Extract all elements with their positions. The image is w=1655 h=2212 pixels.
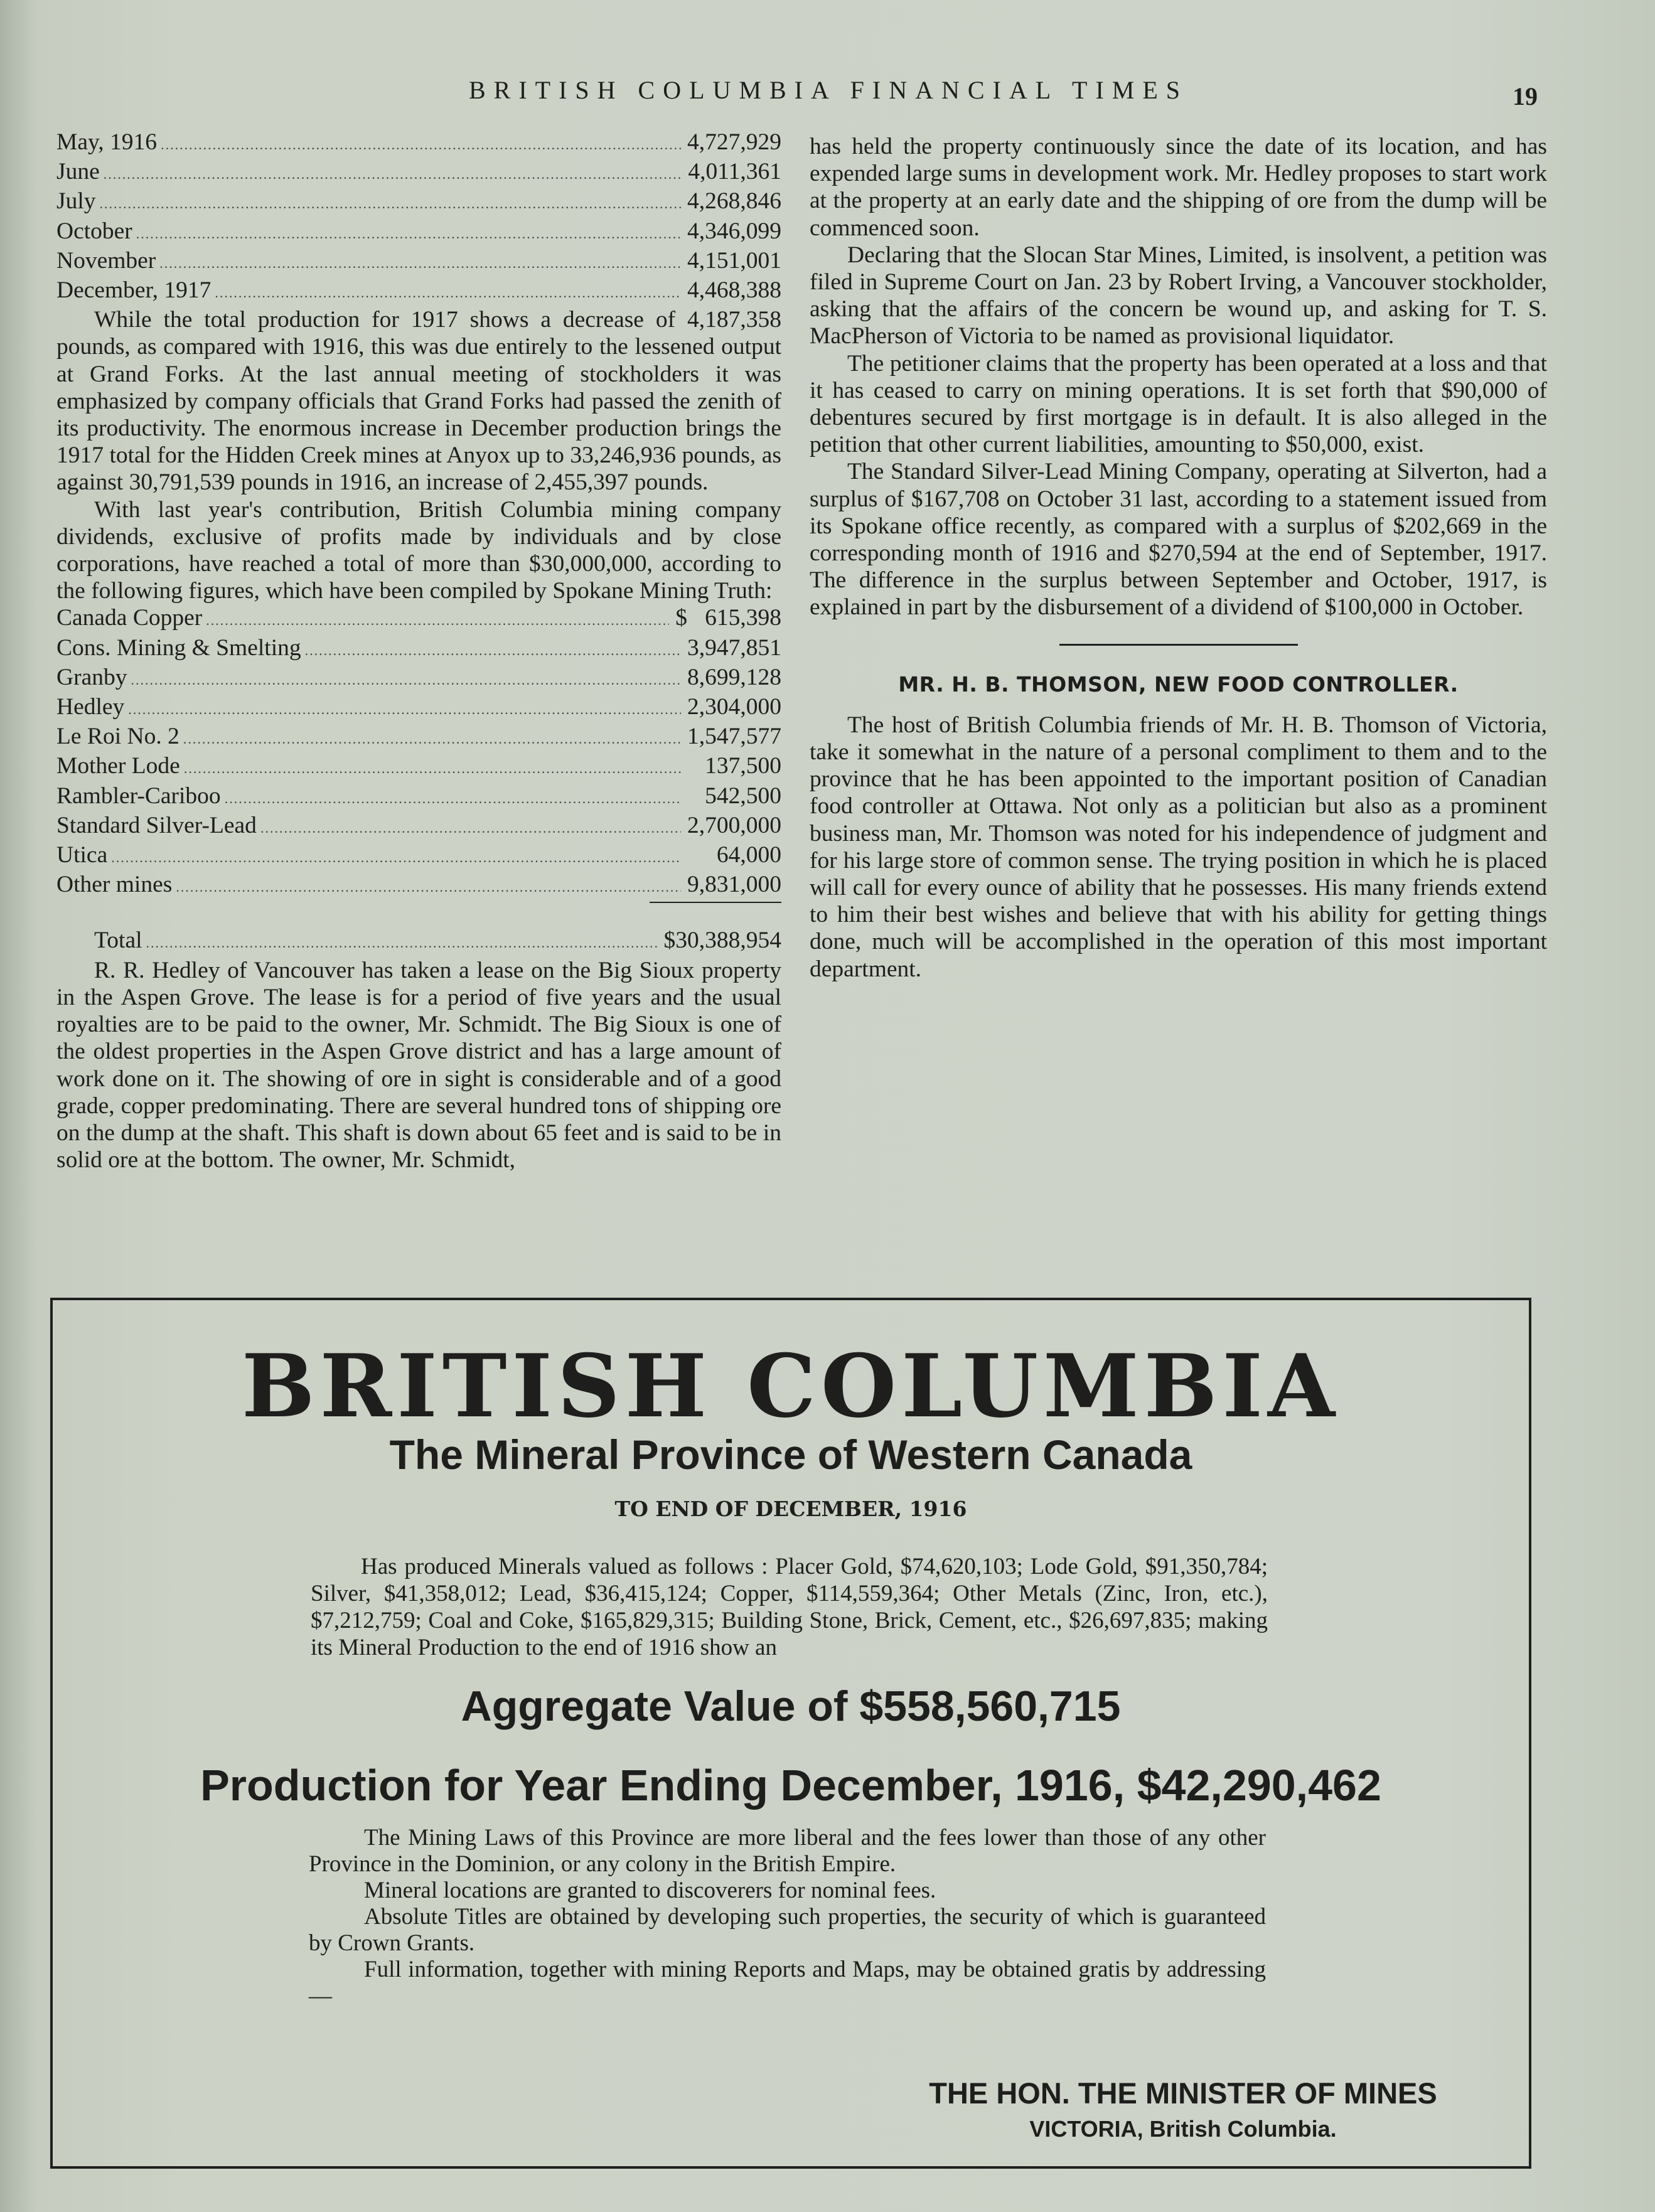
ad-info-paragraph: Full information, together with mining Reports and Maps, may be obtained gratis by addressing— bbox=[309, 1957, 1266, 2009]
dividend-value: 542,500 bbox=[705, 783, 781, 809]
ad-subheading: The Mineral Province of Western Canada bbox=[389, 1431, 1192, 1478]
leader-dots bbox=[206, 607, 669, 634]
month-label: October bbox=[56, 218, 132, 244]
company-label: Utica bbox=[56, 842, 108, 868]
leader-dots bbox=[183, 725, 681, 752]
company-label: Granby bbox=[56, 664, 127, 690]
company-label: Canada Copper bbox=[56, 605, 203, 631]
ad-signature-address: VICTORIA, British Columbia. bbox=[1029, 2116, 1337, 2142]
page-number: 19 bbox=[1513, 82, 1538, 110]
dividend-value: 9,831,000 bbox=[687, 872, 781, 898]
paragraph-production: While the total production for 1917 shows a decrease of 4,187,358 pounds, as compared with 1916, this was due entirely to the lessened output at Grand Forks. At the last annual meeting of stockholders it was emphasized by company officials that Grand Forks had passed the zenith of its productivity. The enormous increase in December production brings the 1917 total for the Hidden Creek mines at Anyox up to 33,246,936 pounds, as against 30,791,539 pounds in 1916, an increase of 2,455,397 pounds. bbox=[56, 307, 781, 496]
ad-heading: BRITISH COLUMBIA bbox=[241, 1335, 1341, 1437]
leader-dots bbox=[146, 929, 658, 956]
paragraph-dividends: With last year's contribution, British Columbia mining company dividends, exclusive of profits made by individuals and by close corporations, have reached a total of more than $30,000,000, according to the following figures, which have been compiled by Spokane Mining Truth: bbox=[56, 496, 781, 604]
leader-dots bbox=[104, 161, 681, 188]
leader-dots bbox=[159, 250, 681, 277]
paragraph-slocan: Declaring that the Slocan Star Mines, Limited, is insolvent, a petition was filed in Supreme Court on Jan. 23 by Robert Irving, a Vancouver stockholder, asking that the affairs of the concern be wound up, and asking for T. S. MacPherson of Victoria to be named as provisional liquidator. bbox=[810, 242, 1547, 350]
company-label: Rambler-Cariboo bbox=[56, 783, 221, 809]
leader-dots bbox=[136, 220, 681, 247]
monthly-output-row bbox=[56, 277, 781, 306]
dividend-value: 137,500 bbox=[705, 753, 781, 779]
dividend-row bbox=[56, 604, 781, 634]
right-column bbox=[810, 133, 1547, 983]
paragraph-continued: has held the property continuously since the date of its location, and has expended large sums in development work. Mr. Hedley proposes to start work at the property at an early date and the shipping of ore from the dump will be commenced soon. bbox=[810, 134, 1547, 241]
leader-dots bbox=[305, 637, 681, 664]
dividend-row bbox=[56, 693, 781, 723]
monthly-output-row bbox=[56, 188, 781, 217]
leader-dots bbox=[100, 190, 681, 217]
leader-dots bbox=[215, 279, 681, 306]
paragraph-petitioner: The petitioner claims that the property has been operated at a loss and that it has ceased to carry on mining operations. It is set forth that $90,000 of debentures secured by first mortgage is in default. It is also alleged in the petition that other current liabilities, amounting to $50,000, exist. bbox=[810, 350, 1547, 458]
dividend-total-row bbox=[56, 927, 781, 956]
dividend-row bbox=[56, 752, 781, 782]
leader-dots bbox=[260, 815, 681, 842]
ad-production-line: Production for Year Ending December, 1916, $42,290,462 bbox=[200, 1761, 1381, 1810]
leader-dots bbox=[225, 785, 681, 812]
monthly-output-list bbox=[56, 129, 781, 306]
monthly-output-row bbox=[56, 247, 781, 277]
leader-dots bbox=[184, 755, 681, 782]
month-value: 4,346,099 bbox=[687, 218, 781, 244]
ad-signature-title: THE HON. THE MINISTER OF MINES bbox=[929, 2076, 1437, 2110]
company-label: Standard Silver-Lead bbox=[56, 812, 257, 838]
dividend-value: 64,000 bbox=[716, 842, 781, 868]
leader-dots bbox=[161, 131, 681, 158]
running-head: BRITISH COLUMBIA FINANCIAL TIMES bbox=[468, 76, 1189, 104]
ad-body bbox=[309, 1825, 1266, 2009]
monthly-output-row bbox=[56, 158, 781, 188]
ad-locations-paragraph: Mineral locations are granted to discoverers for nominal fees. bbox=[364, 1878, 936, 1903]
section-title: MR. H. B. THOMSON, NEW FOOD CONTROLLER. bbox=[898, 671, 1459, 697]
total-value: $30,388,954 bbox=[663, 927, 781, 954]
leader-dots bbox=[128, 696, 681, 723]
month-value: 4,468,388 bbox=[687, 277, 781, 304]
dividends-list bbox=[56, 604, 781, 956]
month-value: 4,011,361 bbox=[688, 159, 781, 185]
company-label: Cons. Mining & Smelting bbox=[56, 634, 301, 661]
dividend-row bbox=[56, 812, 781, 842]
ad-date-line: TO END OF DECEMBER, 1916 bbox=[614, 1497, 967, 1521]
month-label: June bbox=[56, 159, 100, 185]
paragraph-thomson: The host of British Columbia friends of Mr. H. B. Thomson of Victoria, take it somewhat in the nature of a personal compliment to them and to the province that he has been appointed to the important position of Canadian food controller at Ottawa. Not only as a politician but also as a prominent business man, Mr. Thomson was noted for his independence of judgment and for his large store of common sense. The trying position in which he is placed will call for every ounce of ability that he possesses. His many friends extend to him their best wishes and believe that with his ability for getting things done, much will be accomplished in the operation of this most important department. bbox=[810, 712, 1547, 982]
ad-aggregate-value: Aggregate Value of $558,560,715 bbox=[461, 1682, 1121, 1730]
month-value: 4,727,929 bbox=[687, 129, 781, 155]
dividend-value: 615,398 bbox=[705, 605, 781, 631]
monthly-output-row bbox=[56, 129, 781, 158]
leader-dots bbox=[111, 844, 681, 871]
total-label: Total bbox=[94, 927, 142, 954]
currency-sign: $ bbox=[675, 605, 687, 631]
company-label: Le Roi No. 2 bbox=[56, 724, 179, 750]
ad-titles-paragraph: Absolute Titles are obtained by developing such properties, the security of which is guaranteed by Crown Grants. bbox=[309, 1904, 1266, 1956]
dividend-row bbox=[56, 664, 781, 693]
dividend-row bbox=[56, 842, 781, 871]
dividend-row bbox=[56, 723, 781, 752]
dividend-value: 2,304,000 bbox=[687, 694, 781, 720]
leader-dots bbox=[131, 666, 681, 693]
ad-laws-paragraph: The Mining Laws of this Province are more liberal and the fees lower than those of any other Province in the Dominion, or any colony in the British Empire. bbox=[309, 1825, 1266, 1877]
company-label: Hedley bbox=[56, 694, 125, 720]
month-value: 4,151,001 bbox=[687, 247, 781, 274]
total-rule bbox=[650, 902, 781, 903]
paragraph-hedley: R. R. Hedley of Vancouver has taken a lease on the Big Sioux property in the Aspen Grove. The lease is for a period of five years and the usual royalties are to be paid to the owner, Mr. Schmidt. The Big Sioux is one of the oldest properties in the Aspen Grove district and has a large amount of work done on it. The showing of ore in sight is considerable and of a good grade, copper predominating. There are several hundred tons of shipping ore on the dump at the shaft. This shaft is down about 65 feet and is said to be in solid ore at the bottom. The owner, Mr. Schmidt, bbox=[56, 957, 781, 1173]
ad-minerals-paragraph: Has produced Minerals valued as follows : Placer Gold, $74,620,103; Lode Gold, $91,350,784; Silver, $41,358,012; Lead, $36,415,124; Copper, $114,559,364; Other Metals (Zinc, Iron, etc.), $7,212,759; Coal and Coke, $165,829,315; Building Stone, Brick, Cement, etc., $26,697,835; making its Mineral Production to the end of 1916 show an bbox=[311, 1554, 1268, 1660]
month-label: July bbox=[56, 188, 96, 215]
company-label: Mother Lode bbox=[56, 753, 180, 779]
month-label: November bbox=[56, 247, 156, 274]
left-column bbox=[56, 129, 781, 1173]
leader-dots bbox=[176, 874, 681, 900]
month-label: May, 1916 bbox=[56, 129, 158, 155]
dividend-row bbox=[56, 634, 781, 664]
dividend-value: 1,547,577 bbox=[687, 724, 781, 750]
company-label: Other mines bbox=[56, 872, 173, 898]
month-value: 4,268,846 bbox=[687, 188, 781, 215]
dividend-row bbox=[56, 871, 781, 900]
section-divider bbox=[1059, 644, 1298, 646]
month-label: December, 1917 bbox=[56, 277, 212, 304]
dividend-value: 8,699,128 bbox=[687, 664, 781, 690]
paragraph-standard: The Standard Silver-Lead Mining Company, operating at Silverton, had a surplus of $167,708 on October 31 last, according to a statement issued from its Spokane office recently, as compared with a surplus of $202,669 in the corresponding month of 1916 and $270,594 at the end of September, 1917. The difference in the surplus between September and October, 1917, is explained in part by the disbursement of a dividend of $100,000 in October. bbox=[810, 459, 1547, 621]
dividend-value: 3,947,851 bbox=[687, 634, 781, 661]
dividend-value: 2,700,000 bbox=[687, 812, 781, 838]
monthly-output-row bbox=[56, 218, 781, 247]
dividend-row bbox=[56, 783, 781, 812]
